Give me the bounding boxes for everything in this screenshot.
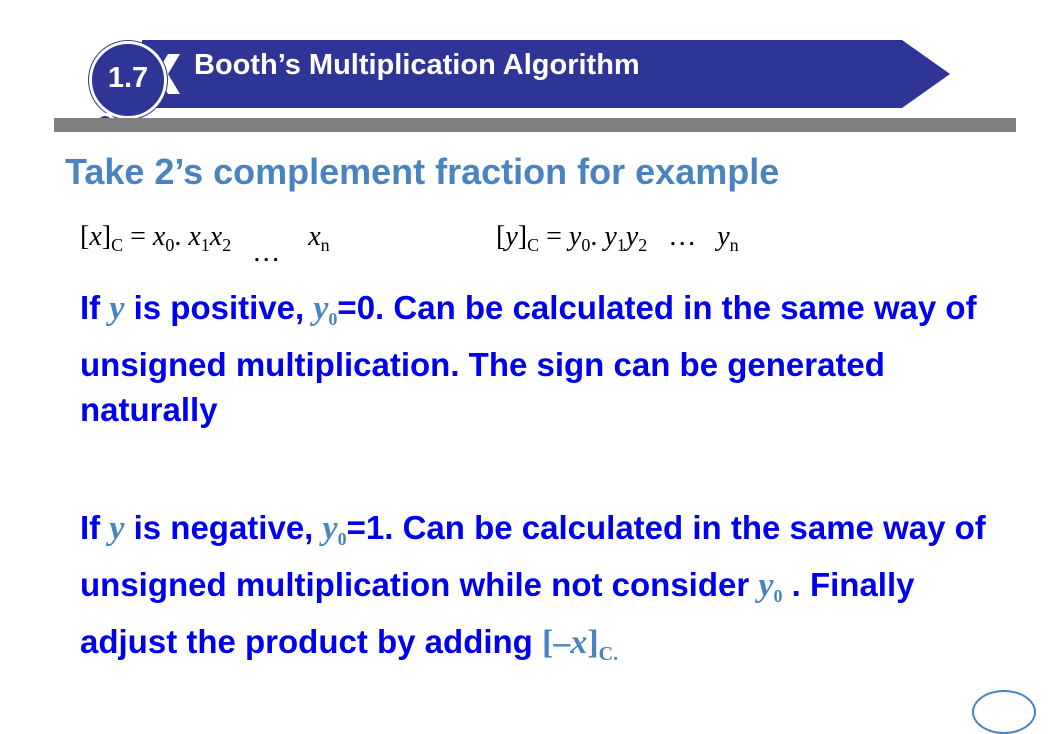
header-bar <box>142 40 950 108</box>
slide-subtitle: Take 2’s complement fraction for example <box>65 151 780 192</box>
section-badge <box>89 41 167 119</box>
page-title: Booth’s Multiplication Algorithm <box>194 49 640 81</box>
corner-decoration <box>972 690 1036 734</box>
paragraph-negative: If y is negative, $y_0=1$. Can be calculated in the same way of unsigned multiplication while not consider $y_0$ . Finally adjust the product by adding $[-x]_{C.}$ <box>80 509 986 665</box>
section-number: 1.7 <box>107 62 149 94</box>
header-rule <box>54 118 1016 132</box>
formula-y: $[y]_C = y_0$. $y_1y_2$ … $y_n$ <box>496 221 739 255</box>
formula-x: $[x]_C = x_0$. $x_1x_2$ … $x_n$ <box>80 221 330 268</box>
paragraph-positive: If y is positive, $y_0=0$. Can be calculated in the same way of unsigned multiplication. The sign can be generated naturally <box>80 289 977 428</box>
